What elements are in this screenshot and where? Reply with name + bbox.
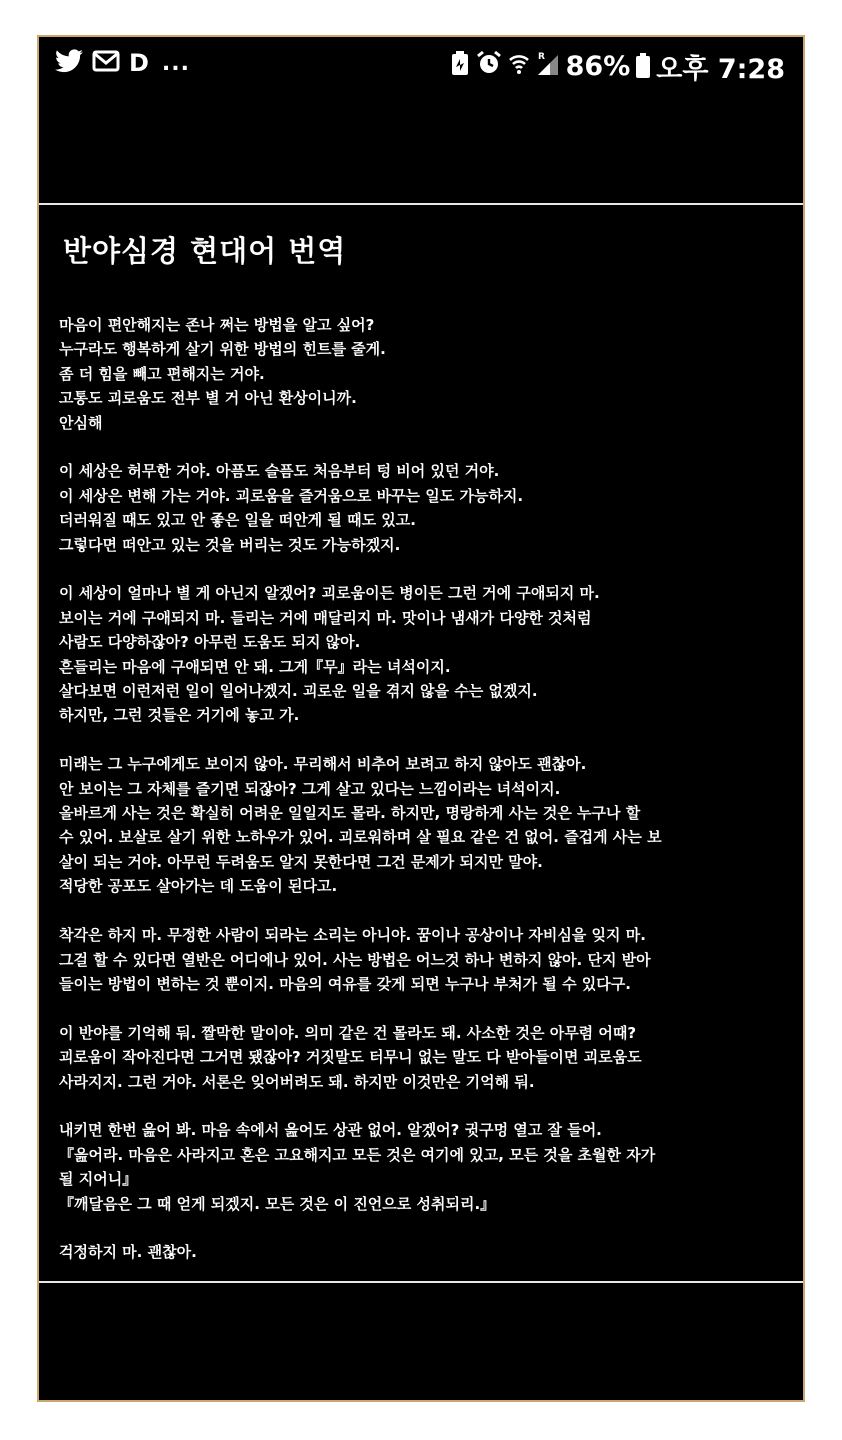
text-line: 『깨달음은 그 때 얻게 되겠지. 모든 것은 이 진언으로 성취되리.』 — [59, 1194, 496, 1213]
paragraph — [59, 313, 789, 435]
signal-roaming-icon — [536, 50, 560, 83]
document-title: 반야심경 현대어 번역 — [63, 234, 347, 268]
text-line: 보이는 거에 구애되지 마. 들리는 거에 매달리지 마. 맛이나 냄새가 다양한 것처럼 — [59, 608, 592, 627]
text-line: 이 세상이 얼마나 별 게 아닌지 알겠어? 괴로움이든 병이든 그런 거에 구애되지 마. — [59, 584, 600, 603]
text-line: 살이 되는 거야. 아무런 두려움도 알지 못한다면 그건 문제가 되지만 말야. — [59, 852, 543, 871]
paragraph — [59, 459, 789, 557]
text-line: 이 세상은 변해 가는 거야. 괴로움을 즐거움으로 바꾸는 일도 가능하지. — [59, 486, 524, 505]
document-body — [59, 313, 789, 1289]
text-line: 누구라도 행복하게 살기 위한 방법의 힌트를 줄게. — [59, 340, 386, 359]
text-line: 미래는 그 누구에게도 보이지 않아. 무리해서 비추어 보려고 하지 않아도 괜찮아. — [59, 755, 587, 774]
paragraph — [59, 1021, 789, 1094]
paragraph — [59, 752, 789, 898]
text-line: 수 있어. 보살로 살기 위한 노하우가 있어. 괴로워하며 살 필요 같은 건 없어. 즐겁게 사는 보 — [59, 828, 662, 847]
text-line: 안 보이는 그 자체를 즐기면 되잖아? 그게 살고 있다는 느낌이라는 녀석이지. — [59, 779, 561, 798]
text-line: 될 지어니』 — [59, 1170, 138, 1189]
text-line: 내키면 한번 읊어 봐. 마음 속에서 읊어도 상관 없어. 알겠어? 귓구멍 열고 잘 들어. — [59, 1121, 602, 1140]
text-line: 더러워질 때도 있고 안 좋은 일을 떠안게 될 때도 있고. — [59, 511, 416, 530]
text-line: 『읊어라. 마음은 사라지고 혼은 고요해지고 모든 것은 여기에 있고, 모든 것을 초월한 자가 — [59, 1145, 656, 1164]
text-line: 들이는 방법이 변하는 것 뿐이지. 마음의 여유를 갖게 되면 누구나 부처가 될 수 있다구. — [59, 974, 631, 993]
paragraph — [59, 581, 789, 727]
notification-icons — [55, 49, 190, 77]
text-line: 안심해 — [59, 413, 103, 432]
text-line: 그렇다면 떠안고 있는 것을 버리는 것도 가능하겠지. — [59, 535, 401, 554]
text-line: 괴로움이 작아진다면 그거면 됐잖아? 거짓말도 터무니 없는 말도 다 받아들이면 괴로움도 — [59, 1048, 642, 1067]
text-line: 마음이 편안해지는 존나 쩌는 방법을 알고 싶어? — [59, 316, 375, 334]
mail-icon — [92, 50, 120, 76]
phone-screen — [37, 35, 805, 1402]
text-line: 이 반야를 기억해 둬. 짤막한 말이야. 의미 같은 건 몰라도 돼. 사소한 것은 아무렴 어때? — [59, 1023, 637, 1042]
text-line: 올바르게 사는 것은 확실히 어려운 일일지도 몰라. 하지만, 명랑하게 사는 것은 누구나 할 — [59, 804, 641, 823]
text-line: 그걸 할 수 있다면 열반은 어디에나 있어. 사는 방법은 어느것 하나 변하지 않아. 단지 받아 — [59, 950, 651, 969]
text-line: 걱정하지 마. 괜찮아. — [59, 1243, 197, 1262]
wifi-icon — [508, 50, 530, 83]
paragraph — [59, 1118, 789, 1216]
svg-text:R: R — [537, 52, 545, 62]
text-line: 살다보면 이런저런 일이 일어나겠지. 괴로운 일을 겪지 않을 수는 없겠지. — [59, 682, 538, 701]
text-line: 착각은 하지 마. 무정한 사람이 되라는 소리는 아니야. 꿈이나 공상이나 자비심을 잊지 마. — [59, 926, 646, 945]
battery-percent: 86% — [565, 51, 631, 82]
text-line: 사라지지. 그런 거야. 서론은 잊어버려도 돼. 하지만 이것만은 기억해 둬. — [59, 1072, 535, 1091]
text-line: 적당한 공포도 살아가는 데 도움이 된다고. — [59, 877, 338, 896]
document-view[interactable] — [39, 203, 803, 1283]
twitter-icon — [55, 49, 83, 77]
battery-icon — [636, 56, 650, 78]
system-status — [450, 47, 785, 86]
d-app-icon: D — [129, 49, 149, 77]
status-bar — [39, 37, 803, 93]
paragraph — [59, 923, 789, 996]
text-line: 좀 더 힘을 빼고 편해지는 거야. — [59, 364, 265, 383]
paragraph — [59, 1240, 789, 1264]
battery-saver-icon — [450, 50, 470, 83]
text-line: 이 세상은 허무한 거야. 아픔도 슬픔도 처음부터 텅 비어 있던 거야. — [59, 462, 500, 481]
alarm-icon — [476, 50, 502, 83]
clock: 오후 7:28 — [656, 54, 785, 85]
text-line: 사람도 다양하잖아? 아무런 도움도 되지 않아. — [59, 633, 361, 652]
more-notifications-indicator: ... — [161, 50, 190, 76]
text-line: 하지만, 그런 것들은 거기에 놓고 가. — [59, 706, 300, 725]
text-line: 흔들리는 마음에 구애되면 안 돼. 그게『무』라는 녀석이지. — [59, 657, 451, 676]
text-line: 고통도 괴로움도 전부 별 거 아닌 환상이니까. — [59, 389, 357, 408]
